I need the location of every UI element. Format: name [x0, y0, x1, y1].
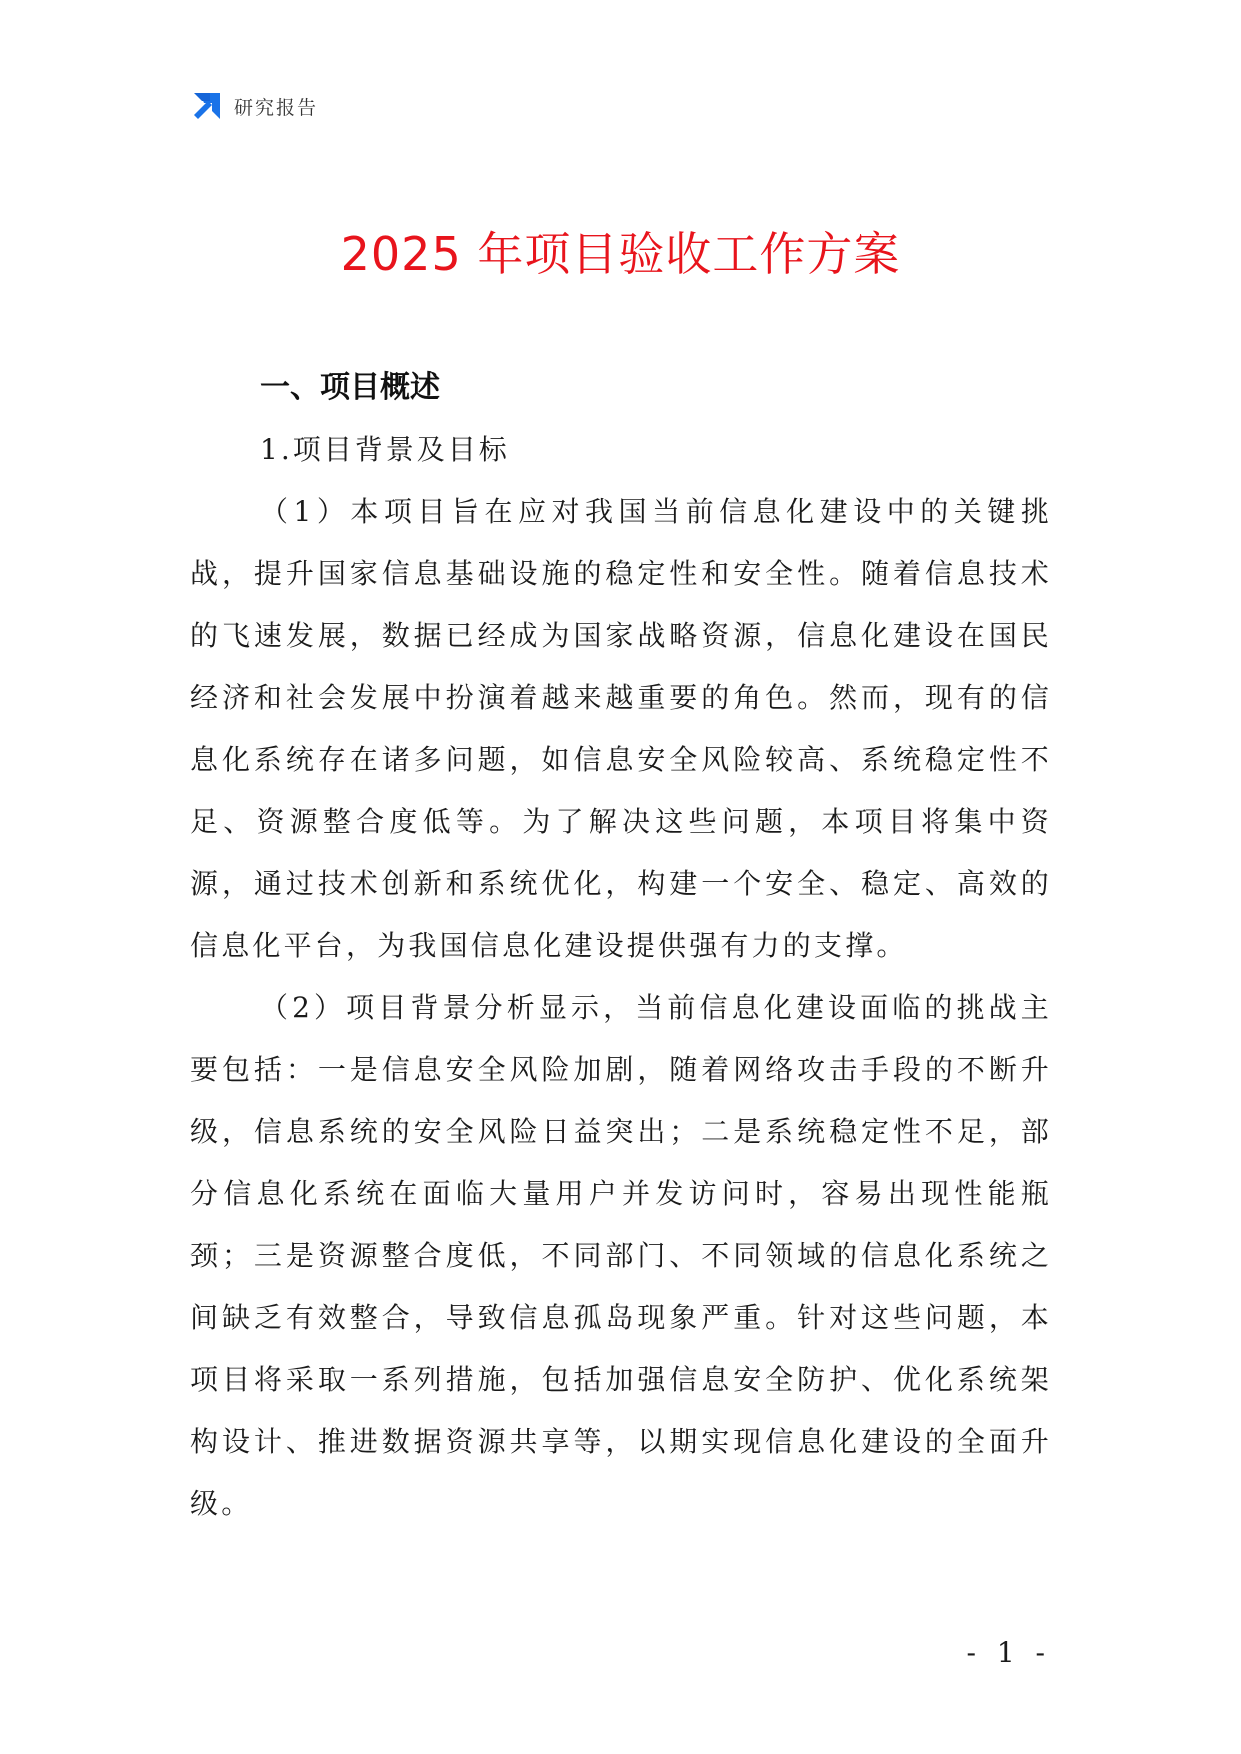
paragraph-2: （2）项目背景分析显示，当前信息化建设面临的挑战主要包括：一是信息安全风险加剧，随着网络攻击手段的不断升级，信息系统的安全风险日益突出；二是系统稳定性不足，部分信息化系统在面临大量用户并发访问时，容易出现性能瓶颈；三是资源整合度低，不同部门、不同领域的信息化系统之间缺乏有效整合，导致信息孤岛现象严重。针对这些问题，本项目将采取一系列措施，包括加强信息安全防护、优化系统架构设计、推进数据资源共享等，以期实现信息化建设的全面升级。 — [190, 991, 1052, 1520]
brand-label: 研究报告 — [234, 96, 319, 119]
document-header — [190, 88, 318, 124]
arrow-up-right-icon — [190, 89, 224, 123]
document-body — [190, 357, 1052, 1535]
document-title: 2025 年项目验收工作方案 — [340, 227, 901, 281]
section-heading: 一、项目概述 — [260, 370, 440, 405]
subheading: 1.项目背景及目标 — [260, 433, 510, 466]
paragraph-1: （1）本项目旨在应对我国当前信息化建设中的关键挑战，提升国家信息基础设施的稳定性和安全性。随着信息技术的飞速发展，数据已经成为国家战略资源，信息化建设在国民经济和社会发展中扮演着越来越重要的角色。然而，现有的信息化系统存在诸多问题，如信息安全风险较高、系统稳定性不足、资源整合度低等。为了解决这些问题，本项目将集中资源，通过技术创新和系统优化，构建一个安全、稳定、高效的信息化平台，为我国信息化建设提供强有力的支撑。 — [190, 495, 1052, 962]
page-number: - 1 - — [966, 1636, 1051, 1669]
